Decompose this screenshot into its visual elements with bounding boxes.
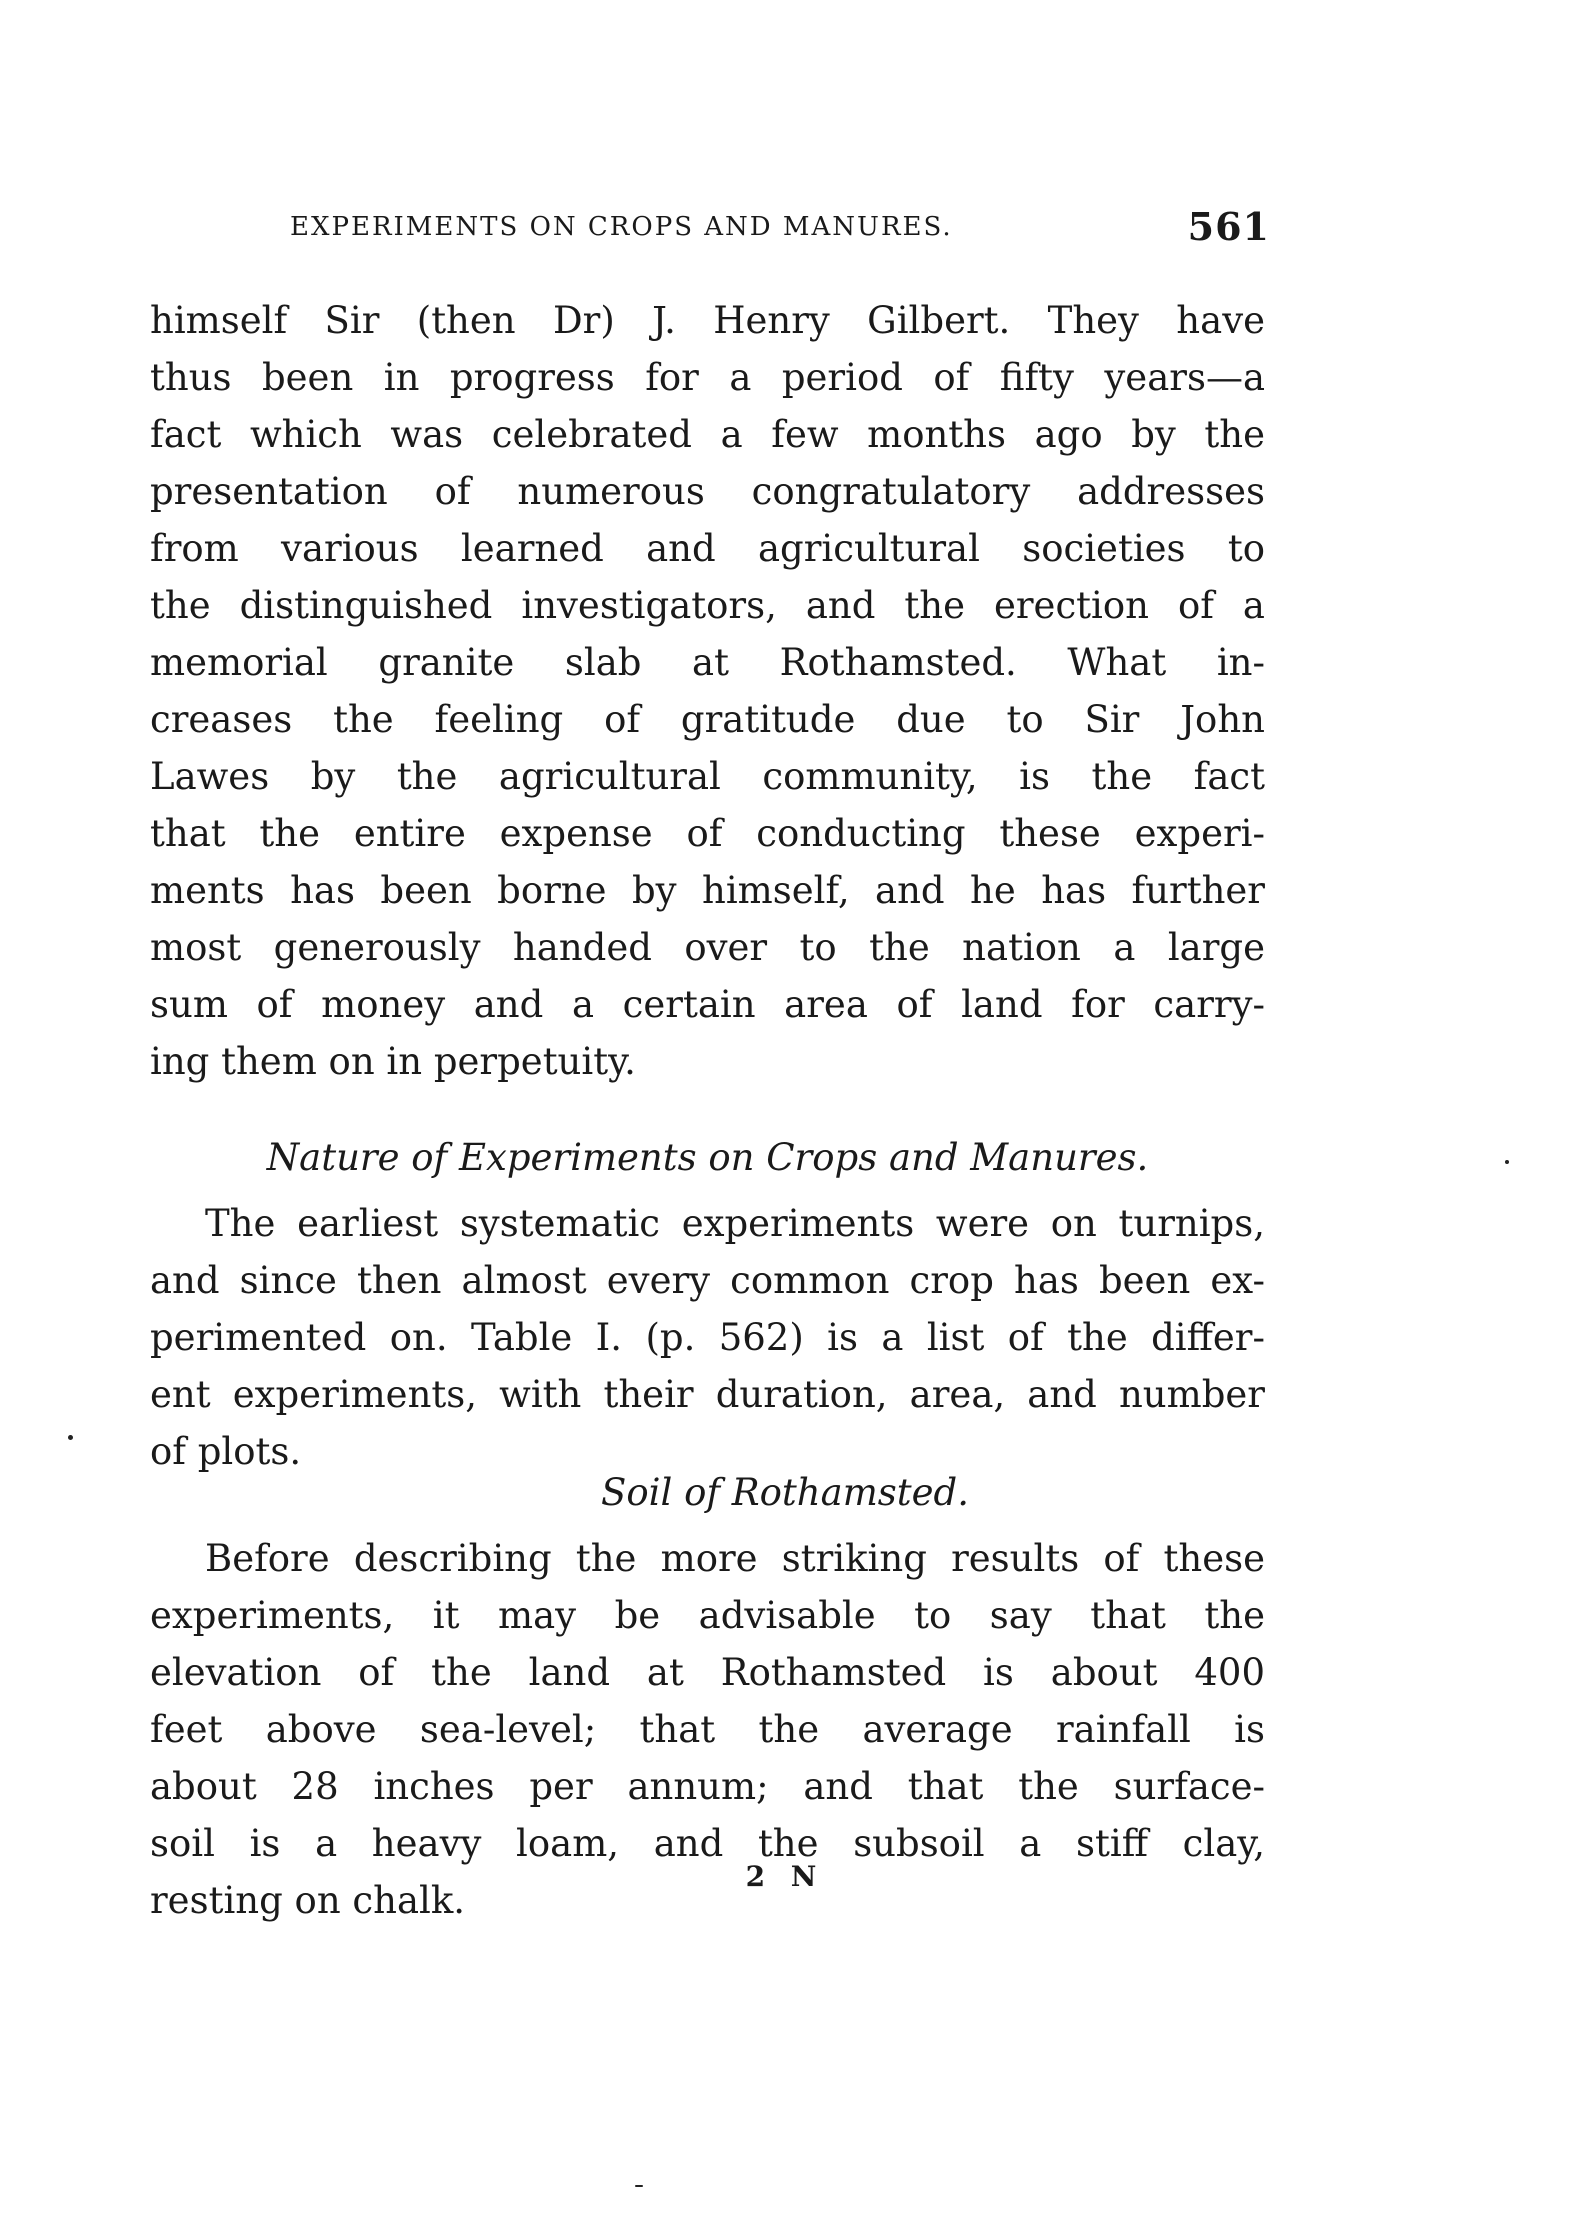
text-line: experiments, it may be advisable to say that the: [150, 1594, 1265, 1637]
text-line: of plots.: [150, 1430, 302, 1473]
text-line: ent experiments, with their duration, area, and number: [150, 1373, 1265, 1416]
text-line: memorial granite slab at Rothamsted. What in-: [150, 641, 1265, 684]
text-line: Before describing the more striking results of these: [205, 1537, 1265, 1580]
text-line: thus been in progress for a period of fifty years—a: [150, 356, 1265, 399]
paragraph-2: [150, 1195, 1265, 1480]
page-header: [290, 204, 1270, 262]
text-line: Lawes by the agricultural community, is the fact: [150, 755, 1265, 798]
ink-speck: [635, 2185, 643, 2187]
section-heading-soil-of-rothamsted: Soil of Rothamsted.: [601, 1471, 969, 1514]
text-line: himself Sir (then Dr) J. Henry Gilbert. They have: [150, 299, 1265, 342]
text-line: most generously handed over to the nation a large: [150, 926, 1265, 969]
text-line: The earliest systematic experiments were on turnips,: [205, 1202, 1265, 1245]
section-heading-nature-of-experiments: Nature of Experiments on Crops and Manures.: [266, 1136, 1149, 1179]
text-line: from various learned and agricultural societies to: [150, 527, 1265, 570]
text-line: perimented on. Table I. (p. 562) is a list of the differ-: [150, 1316, 1265, 1359]
text-line: the distinguished investigators, and the erection of a: [150, 584, 1265, 627]
text-line: sum of money and a certain area of land for carry-: [150, 983, 1265, 1026]
text-line: ing them on in perpetuity.: [150, 1040, 636, 1083]
ink-speck: [68, 1435, 73, 1440]
text-line: creases the feeling of gratitude due to Sir John: [150, 698, 1265, 741]
ink-speck: [1505, 1160, 1509, 1164]
text-line: soil is a heavy loam, and the subsoil a stiff clay,: [150, 1822, 1265, 1865]
text-line: that the entire expense of conducting these experi-: [150, 812, 1265, 855]
text-line: about 28 inches per annum; and that the surface-: [150, 1765, 1265, 1808]
text-line: presentation of numerous congratulatory addresses: [150, 470, 1265, 513]
text-line: resting on chalk.: [150, 1879, 466, 1922]
signature-mark: 2 N: [745, 1860, 825, 1893]
text-line: fact which was celebrated a few months ago by the: [150, 413, 1265, 456]
page-number: 561: [1187, 204, 1270, 249]
paragraph-1: [150, 292, 1265, 1090]
text-line: feet above sea-level; that the average rainfall is: [150, 1708, 1265, 1751]
text-line: and since then almost every common crop has been ex-: [150, 1259, 1265, 1302]
running-title: EXPERIMENTS ON CROPS AND MANURES.: [290, 212, 953, 242]
text-line: elevation of the land at Rothamsted is about 400: [150, 1651, 1265, 1694]
text-line: ments has been borne by himself, and he has further: [150, 869, 1265, 912]
